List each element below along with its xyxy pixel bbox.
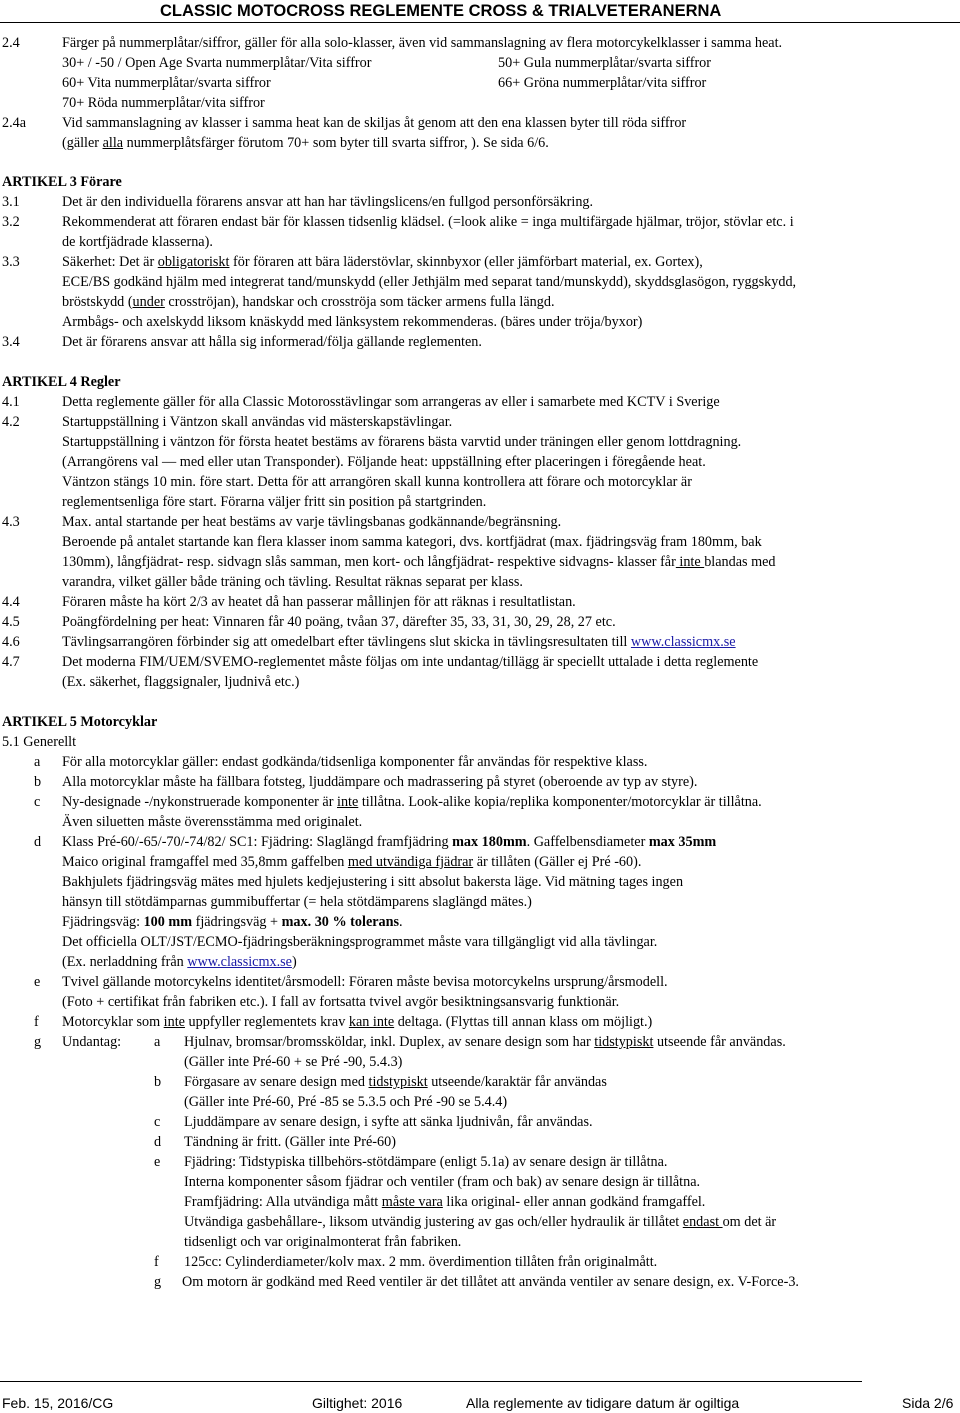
text-line: Färger på nummerplåtar/siffror, gäller för alla solo-klasser, även vid sammanslagning av flera motorcykelklasser i samma heat.: [62, 35, 783, 51]
text-line: f: [154, 1254, 159, 1270]
text-span: (gäller: [62, 135, 103, 151]
text-line: [62, 912, 403, 932]
footer-page-number: Sida 2/6: [902, 1395, 954, 1411]
text-line: [62, 832, 716, 852]
text-span: max. 30 % tolerans: [281, 914, 400, 930]
text-line: [62, 292, 555, 312]
text-line: 70+ Röda nummerplåtar/vita siffror: [62, 95, 265, 111]
text-span: deltaga. (Flyttas till annan klass om möjligt.): [394, 1014, 653, 1030]
text-span: inte: [337, 794, 359, 810]
text-line: Vid sammanslagning av klasser i samma heat kan de skiljas åt genom att den ena klassen byter till röda siffror: [62, 115, 687, 131]
text-line: Fjädring: Tidstypiska tillbehörs-stötdämpare (enligt 5.1a) av senare design är tillåtna.: [184, 1154, 668, 1170]
text-line: [62, 1012, 652, 1032]
text-span: fjädringsväg +: [192, 914, 282, 930]
text-span: uppfyller reglementets krav: [184, 1014, 349, 1030]
text-line: 30+ / -50 / Open Age Svarta nummerplåtar/Vita siffror: [62, 55, 372, 71]
text-line: 3.1: [2, 194, 20, 210]
text-line: Det är den individuella förarens ansvar att han har tävlingslicens/en fullgod personförsäkring.: [62, 194, 594, 210]
text-span: utseende/karaktär får användas: [427, 1074, 607, 1090]
text-line: ARTIKEL 5 Motorcyklar: [2, 714, 158, 730]
text-line: Om motorn är godkänd med Reed ventiler är det tillåtet att använda ventiler av senare design, ex. V-Force-3.: [182, 1274, 799, 1290]
text-line: [62, 252, 703, 272]
text-line: Max. antal startande per heat bestäms av varje tävlingsbanas godkännande/begränsning.: [62, 514, 562, 530]
text-line: 4.2: [2, 414, 20, 430]
text-line: Det moderna FIM/UEM/SVEMO-reglementet måste följas om inte undantag/tillägg är speciellt uttalade i detta reglemente: [62, 654, 759, 670]
text-line: Även siluetten måste överensstämma med originalet.: [62, 814, 363, 830]
text-span: om det är: [722, 1214, 777, 1230]
text-line: varandra, vilket gäller både träning och tävling. Resultat räknas separat per klass.: [62, 574, 523, 590]
text-line: (Arrangörens val — med eller utan Transponder). Följande heat: uppställning efter placeringen i föregående heat.: [62, 454, 706, 470]
text-span: för föraren att bära läderstövlar, skinnbyxor (eller jämförbart material, ex. Gortex),: [229, 254, 703, 270]
text-line: 2.4a: [2, 115, 27, 131]
text-line: Ljuddämpare av senare design, i syfte att sänka ljudnivån, får användas.: [184, 1114, 593, 1130]
text-line: [184, 1212, 776, 1232]
text-line: hänsyn till stötdämparnas gummibuffertar (= hela stötdämparens slaglängd mätes.): [62, 894, 532, 910]
text-line: e: [34, 974, 41, 990]
text-line: Detta reglemente gäller för alla Classic Motorosstävlingar som arrangeras av eller i samarbete med KCTV i Sverige: [62, 394, 720, 410]
text-line: Det är förarens ansvar att hålla sig informerad/följa gällande reglementen.: [62, 334, 482, 350]
text-span: endast: [682, 1214, 723, 1230]
footer-validity: Giltighet: 2016: [312, 1395, 403, 1411]
text-line: de kortfjädrade klasserna).: [62, 234, 213, 250]
text-span: Tävlingsarrangören förbinder sig att omedelbart efter tävlingens slut skicka in tävlingsresultaten till: [62, 634, 631, 650]
text-line: d: [34, 834, 42, 850]
text-line: För alla motorcyklar gäller: endast godkända/tidsenliga komponenter får användas för respektive klass.: [62, 754, 648, 770]
text-line: c: [34, 794, 41, 810]
text-line: 2.4: [2, 35, 20, 51]
text-line: b: [154, 1074, 162, 1090]
text-line: a: [154, 1034, 161, 1050]
text-line: [62, 952, 297, 972]
text-line: 4.6: [2, 634, 20, 650]
text-span: Framfjädring: Alla utvändiga mått: [184, 1194, 382, 1210]
text-line: 4.4: [2, 594, 20, 610]
text-span: Fjädringsväg:: [62, 914, 144, 930]
page-header: [0, 0, 960, 23]
text-line: (Ex. säkerhet, flaggsignaler, ljudnivå etc.): [62, 674, 300, 690]
text-span: bröstskydd (: [62, 294, 133, 310]
text-line: a: [34, 754, 41, 770]
text-line: Armbågs- och axelskydd liksom knäskydd med länksystem rekommenderas. (bäres under tröja/byxor): [62, 314, 643, 330]
text-span: 100 mm: [143, 914, 193, 930]
text-span: inte: [163, 1014, 185, 1030]
text-line: Tändning är fritt. (Gäller inte Pré-60): [184, 1134, 396, 1150]
text-span: 130mm), långfjädrat- resp. sidvagn slås samman, men kort- och långfjädrat- respektive sidvagns- klasser får: [62, 554, 676, 570]
header-title: CLASSIC MOTOCROSS REGLEMENTE CROSS & TRIALVETERANERNA: [160, 2, 722, 20]
text-span: Förgasare av senare design med: [184, 1074, 369, 1090]
text-line: 5.1 Generellt: [2, 734, 77, 750]
text-span: utseende får användas.: [653, 1034, 786, 1050]
text-line: f: [34, 1014, 39, 1030]
text-line: g: [154, 1274, 162, 1290]
footer-rule: [0, 1381, 862, 1382]
text-line: ARTIKEL 3 Förare: [2, 174, 122, 190]
text-line: [62, 632, 736, 652]
text-span: nummerplåtsfärger förutom 70+ som byter till svarta siffror, ). Se sida 6/6.: [123, 135, 549, 151]
text-line: 4.7: [2, 654, 20, 670]
text-line: (Gäller inte Pré-60 + se Pré -90, 5.4.3): [184, 1054, 403, 1070]
text-line: Poängfördelning per heat: Vinnaren får 40 poäng, tvåan 37, därefter 35, 33, 31, 30, 29, 28, 27 etc.: [62, 614, 616, 630]
text-line: Startuppställning i Väntzon skall användas vid mästerskapstävlingar.: [62, 414, 453, 430]
text-span: crosströjan), handskar och crosströja som täcker armens fulla längd.: [164, 294, 555, 310]
text-span: under: [132, 294, 165, 310]
text-span: max 180mm: [452, 834, 527, 850]
text-span: Motorcyklar som: [62, 1014, 164, 1030]
text-span: obligatoriskt: [157, 254, 230, 270]
text-line: (Gäller inte Pré-60, Pré -85 se 5.3.5 och Pré -90 se 5.4.4): [184, 1094, 508, 1110]
text-line: 3.2: [2, 214, 20, 230]
text-line: [184, 1192, 705, 1212]
text-line: Undantag:: [62, 1034, 122, 1050]
text-span: kan inte: [348, 1014, 395, 1030]
text-line: ECE/BS godkänd hjälm med integrerat tand/munskydd (eller Jethjälm med separat tand/munskydd), skyddsglasögon, ryggskydd,: [62, 274, 797, 290]
text-span: lika original- eller annan godkänd framgaffel.: [442, 1194, 706, 1210]
text-line: 4.1: [2, 394, 20, 410]
text-span: Hjulnav, bromsar/bromssköldar, inkl. Duplex, av senare design som har: [184, 1034, 595, 1050]
text-line: e: [154, 1154, 161, 1170]
text-line: [62, 792, 762, 812]
text-line: reglementsenliga före start. Förarna väljer fritt sin position på startgrinden.: [62, 494, 487, 510]
text-line: Rekommenderat att föraren endast bär för klassen tidsenlig klädsel. (=look alike = inga multifärgade hjälmar, tröjor, stövlar etc. i: [62, 214, 794, 230]
text-span: måste vara: [381, 1194, 443, 1210]
text-line: b: [34, 774, 42, 790]
website-link[interactable]: www.classicmx.se: [187, 954, 292, 970]
text-line: 50+ Gula nummerplåtar/svarta siffror: [498, 55, 711, 71]
text-line: Startuppställning i väntzon för första heatet bestäms av förarens bästa varvtid under träningen eller genom lottdragning.: [62, 434, 742, 450]
text-line: 3.3: [2, 254, 20, 270]
text-span: tidstypiskt: [368, 1074, 428, 1090]
text-span: tidstypiskt: [594, 1034, 654, 1050]
text-line: tidsenligt och var originalmonterat från fabriken.: [184, 1234, 462, 1250]
text-span: max 35mm: [648, 834, 717, 850]
text-line: [184, 1032, 786, 1052]
text-line: Interna komponenter såsom fjädrar och ventiler (fram och bak) av senare design är tillåtna.: [184, 1174, 701, 1190]
text-line: [62, 133, 549, 153]
text-line: [62, 552, 776, 572]
text-line: 3.4: [2, 334, 20, 350]
text-line: 125cc: Cylinderdiameter/kolv max. 2 mm. överdimention tillåten från originalmått.: [184, 1254, 658, 1270]
text-span: alla: [102, 135, 124, 151]
text-line: [184, 1072, 607, 1092]
text-span: Utvändiga gasbehållare-, liksom utvändig justering av gas och/eller hydraulik är tillåtet: [184, 1214, 683, 1230]
text-line: 4.3: [2, 514, 20, 530]
text-line: 66+ Gröna nummerplåtar/vita siffror: [498, 75, 707, 91]
text-line: ARTIKEL 4 Regler: [2, 374, 121, 390]
text-span: inte: [675, 554, 705, 570]
text-span: tillåtna. Look-alike kopia/replika komponenter/motorcyklar är tillåtna.: [358, 794, 762, 810]
text-line: Beroende på antalet startande kan flera klasser inom samma kategori, dvs. kortfjädrat (max. fjädringsväg fram 180mm, bak: [62, 534, 762, 550]
text-span: (Ex. nerladdning från: [62, 954, 188, 970]
text-span: .: [399, 914, 403, 930]
text-span: Maico original framgaffel med 35,8mm gaffelben: [62, 854, 348, 870]
text-span: blandas med: [704, 554, 776, 570]
text-line: 60+ Vita nummerplåtar/svarta siffror: [62, 75, 271, 91]
text-span: med utvändiga fjädrar: [347, 854, 474, 870]
text-line: Alla motorcyklar måste ha fällbara fotsteg, ljuddämpare och madrassering på styret (oberoende av typ av styre).: [62, 774, 698, 790]
text-span: . Gaffelbensdiameter: [526, 834, 649, 850]
text-line: Väntzon stängs 10 min. före start. Detta för att arrangören skall kunna kontrollera att förare och motorcyklar är: [62, 474, 692, 490]
text-line: Tvivel gällande motorcykelns identitet/årsmodell: Föraren måste bevisa motorcykelns ursprung/årsmodell.: [62, 974, 668, 990]
text-line: Föraren måste ha kört 2/3 av heatet då han passerar mållinjen för att räknas i resultatlistan.: [62, 594, 576, 610]
text-line: Det officiella OLT/JST/ECMO-fjädringsberäkningsprogrammet måste vara tillgängligt vid alla tävlingar.: [62, 934, 658, 950]
footer-date: Feb. 15, 2016/CG: [2, 1395, 114, 1411]
text-span: är tillåten (Gäller ej Pré -60).: [473, 854, 642, 870]
text-span: Klass Pré-60/-65/-70/-74/82/ SC1: Fjädring: Slaglängd framfjädring: [62, 834, 453, 850]
text-line: [62, 852, 641, 872]
text-line: 4.5: [2, 614, 20, 630]
text-line: (Foto + certifikat från fabriken etc.). I fall av fortsatta tvivel avgör besiktningsansvarig funktionär.: [62, 994, 620, 1010]
text-span: Säkerhet: Det är: [62, 254, 158, 270]
text-line: c: [154, 1114, 161, 1130]
text-span: ): [291, 954, 297, 970]
text-span: Ny-designade -/nykonstruerade komponenter är: [62, 794, 337, 810]
footer-note: Alla reglemente av tidigare datum är ogiltiga: [466, 1395, 740, 1411]
website-link[interactable]: www.classicmx.se: [630, 634, 736, 650]
text-line: g: [34, 1034, 42, 1050]
text-line: Bakhjulets fjädringsväg mätes med hjulets kedjejustering i sitt absolut bakersta läge. Vid mätning tages ingen: [62, 874, 684, 890]
text-line: d: [154, 1134, 162, 1150]
